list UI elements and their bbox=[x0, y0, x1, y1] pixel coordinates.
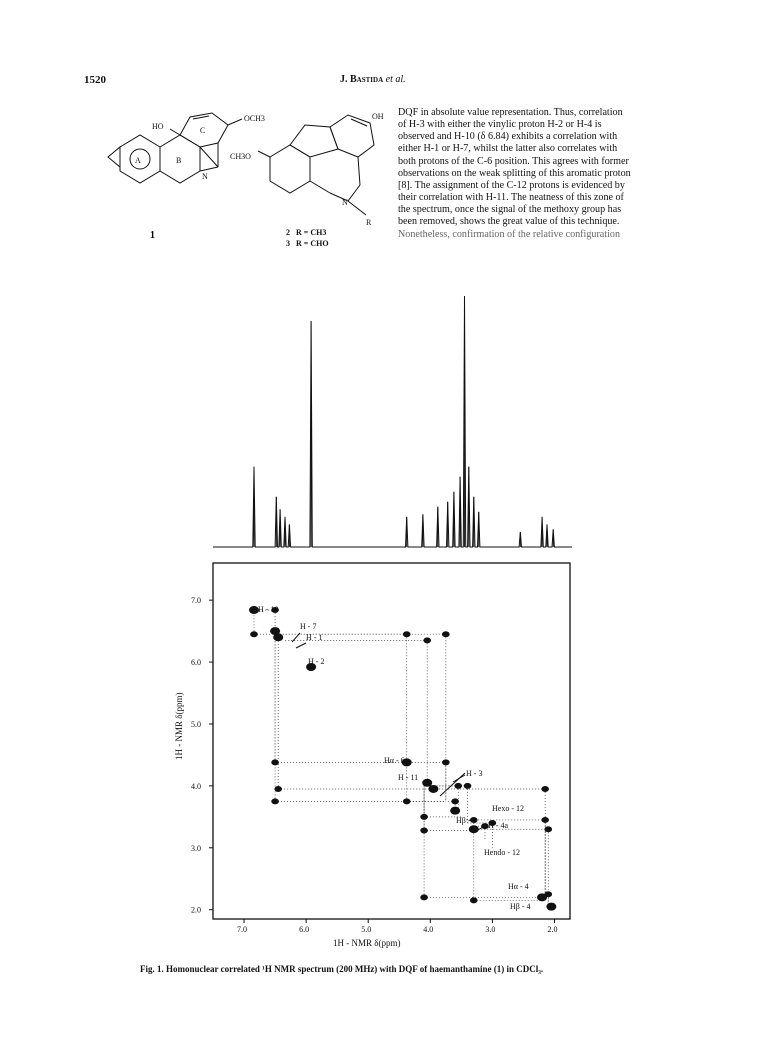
body-text-column bbox=[398, 107, 678, 241]
x-tick-label: 4.0 bbox=[423, 925, 434, 934]
y-tick-label: 4.0 bbox=[191, 781, 201, 791]
ring-label-a: A bbox=[135, 156, 141, 165]
body-text-line: [8]. The assignment of the C-12 protons is evidenced by bbox=[398, 179, 625, 191]
y-tick-label: 3.0 bbox=[191, 843, 201, 853]
cross-peak bbox=[430, 786, 438, 792]
running-head-et-al: et al. bbox=[383, 74, 406, 85]
cross-peak bbox=[420, 814, 428, 820]
y-axis-title: 1H - NMR δ(ppm) bbox=[174, 692, 184, 760]
chemical-structures bbox=[90, 105, 390, 260]
one-d-spectrum-trace bbox=[213, 296, 572, 547]
label-h-exo-12: Hexo - 12 bbox=[492, 804, 524, 813]
body-text-line: been removed, shows the great value of this technique. bbox=[398, 216, 620, 228]
body-text-line: their correlation with H-11. The neatness of this zone of bbox=[398, 192, 624, 204]
label-h-beta-4: Hβ - 4 bbox=[510, 902, 531, 911]
x-tick-label: 2.0 bbox=[547, 925, 558, 934]
label-h1: H - 1 bbox=[306, 633, 323, 642]
y-tick-label: 5.0 bbox=[191, 719, 201, 729]
label-h3: H - 3 bbox=[466, 769, 483, 778]
compound-23-hydroxy-label: OH bbox=[372, 112, 384, 121]
cross-peak bbox=[541, 786, 549, 792]
cross-peak bbox=[271, 798, 279, 804]
y-tick-label: 6.0 bbox=[191, 658, 201, 668]
x-tick-label: 6.0 bbox=[299, 925, 310, 934]
ring-label-c: C bbox=[200, 126, 206, 135]
cross-peak bbox=[470, 897, 478, 903]
x-axis-title: 1H - NMR δ(ppm) bbox=[333, 938, 401, 948]
label-h-alpha-6: Hα - 6 bbox=[384, 756, 405, 765]
cross-peak bbox=[464, 783, 472, 789]
compound-3-number: 3 bbox=[286, 239, 290, 248]
x-tick-label: 7.0 bbox=[237, 925, 248, 934]
page-number: 1520 bbox=[84, 74, 106, 86]
y-tick-label: 2.0 bbox=[191, 905, 201, 915]
x-tick-label: 5.0 bbox=[361, 925, 372, 934]
y-axis bbox=[191, 596, 213, 915]
plot-frame bbox=[213, 563, 570, 919]
cross-peak bbox=[420, 894, 428, 900]
nmr-figure bbox=[0, 290, 768, 960]
compound-2-number: 2 bbox=[286, 228, 290, 237]
cross-peak bbox=[544, 891, 552, 897]
label-h-alpha-4: Hα - 4 bbox=[508, 882, 529, 891]
body-text-line: Nonetheless, confirmation of the relative configuration bbox=[398, 228, 620, 240]
label-h7: H - 7 bbox=[300, 622, 317, 631]
cross-peak bbox=[544, 826, 552, 832]
body-text-line: the spectrum, once the signal of the methoxy group has bbox=[398, 204, 622, 216]
compound-23-nitrogen-label: N bbox=[342, 198, 348, 207]
label-h4a: H - 4a bbox=[488, 821, 508, 830]
compound-1-hydroxy-label: HO bbox=[152, 122, 164, 131]
cross-peak bbox=[541, 817, 549, 823]
figure-caption: Fig. 1. Homonuclear correlated ¹H NMR spectrum (200 MHz) with DQF of haemanthamine (1) in CDCl₃. bbox=[140, 964, 544, 974]
label-h-endo-12: Hendo - 12 bbox=[484, 848, 520, 857]
spectrum-trace-path bbox=[213, 296, 572, 547]
y-tick-label: 7.0 bbox=[191, 596, 201, 606]
cross-peak bbox=[403, 631, 411, 637]
cross-peak bbox=[271, 759, 279, 765]
label-h10: H - 10 bbox=[258, 605, 279, 614]
diagonal-peak bbox=[546, 903, 556, 911]
body-text-line: observations on the weak splitting of this aromatic proton bbox=[398, 167, 631, 179]
compound-23-methoxy-label: CH3O bbox=[230, 152, 251, 161]
cross-peak bbox=[451, 798, 459, 804]
compound-23-labels bbox=[230, 112, 384, 227]
compound-1-structure bbox=[108, 113, 242, 183]
compound-1-nitrogen-label: N bbox=[202, 172, 208, 181]
body-text-line: either H-1 or H-7, whilst the latter also correlates with bbox=[398, 143, 618, 155]
compound-23-structure bbox=[258, 115, 374, 215]
body-text-line: both protons of the C-6 position. This agrees with former bbox=[398, 155, 629, 167]
cross-peak bbox=[442, 631, 450, 637]
diagonal-peak bbox=[469, 825, 479, 833]
compound-1-methoxy-label: OCH3 bbox=[244, 114, 265, 123]
compound-3-r-group: R = CHO bbox=[296, 239, 329, 248]
diagonal-peak bbox=[422, 779, 432, 787]
diagonal-peak bbox=[450, 807, 460, 815]
cross-peak bbox=[442, 759, 450, 765]
body-text-line: of H-3 with either the vinylic proton H-2 or H-4 is bbox=[398, 119, 602, 131]
ring-label-b: B bbox=[176, 156, 182, 165]
cross-peak bbox=[250, 631, 258, 637]
body-text-line: observed and H-10 (δ 6.84) exhibits a correlation with bbox=[398, 131, 618, 143]
body-text-line: DQF in absolute value representation. Thus, correlation bbox=[398, 107, 623, 118]
label-h2: H - 2 bbox=[308, 657, 325, 666]
proton-labels bbox=[258, 605, 531, 911]
running-head bbox=[340, 74, 406, 85]
diagonal-peak bbox=[273, 633, 283, 641]
compound-2-r-group: R = CH3 bbox=[296, 228, 327, 237]
cross-peak bbox=[274, 786, 282, 792]
cross-peak bbox=[423, 637, 431, 643]
cross-peak bbox=[420, 827, 428, 833]
x-tick-label: 3.0 bbox=[485, 925, 496, 934]
cross-peak bbox=[403, 798, 411, 804]
compound-1-number: 1 bbox=[150, 230, 155, 241]
compound-23-r-label: R bbox=[366, 218, 372, 227]
cross-peak bbox=[454, 783, 462, 789]
r-group-legend bbox=[286, 228, 329, 248]
label-h11: H - 11 bbox=[398, 773, 419, 782]
x-axis bbox=[237, 919, 557, 934]
label-h-beta-6: Hβ - 6 bbox=[456, 816, 477, 825]
running-head-authors: J. Bastida bbox=[340, 74, 384, 85]
